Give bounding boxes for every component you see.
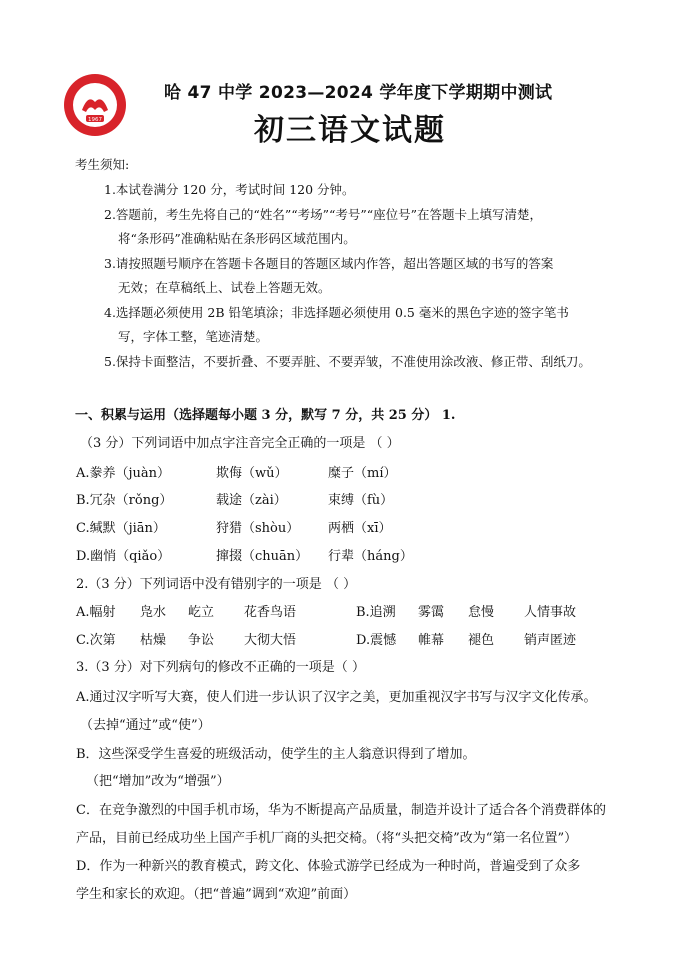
question-2-stem: 2.（3 分）下列词语中没有错别字的一项是 （ ）: [76, 577, 357, 592]
notice-item: 2.答题前，考生先将自己的“姓名”“考场”“考号”“座位号”在答题卡上填写清楚，: [104, 207, 543, 222]
option-word: D.震憾: [356, 633, 397, 648]
question-3-line: C．在竞争激烈的中国手机市场，华为不断提高产品质量，制造并设计了适合各个消费群体的: [76, 803, 606, 818]
notice-item: 4.选择题必须使用 2B 铅笔填涂；非选择题必须使用 0.5 毫米的黑色字迹的签字笔书: [104, 305, 569, 320]
option-word: 糜子（mí）: [328, 466, 397, 481]
option-word: 花香鸟语: [244, 605, 297, 620]
option-word: C.缄默（jiān）: [76, 521, 166, 536]
exam-header-line1: 哈 47 中学 2023—2024 学年度下学期期中测试: [164, 83, 553, 103]
option-word: 人情事故: [524, 605, 577, 620]
option-word: A.豢养（juàn）: [76, 466, 171, 481]
option-word: 两栖（xī）: [328, 521, 392, 536]
option-word: A.幅射: [76, 605, 116, 620]
option-word: 大彻大悟: [244, 633, 297, 648]
option-word: 褪色: [468, 633, 495, 648]
notice-item: 将“条形码”准确粘贴在条形码区域范围内。: [118, 231, 356, 246]
option-word: 行辈（háng）: [328, 549, 413, 564]
option-word: 狩猎（shòu）: [216, 521, 300, 536]
section-heading: 一、积累与运用（选择题每小题 3 分，默写 7 分，共 25 分） 1.: [75, 408, 456, 423]
logo-year: 1967: [88, 117, 102, 123]
notice-item: 5.保持卡面整洁，不要折叠、不要弄脏、不要弄皱，不准使用涂改液、修正带、刮纸刀。: [104, 354, 591, 369]
school-seal-logo: [62, 72, 128, 138]
question-3-stem: 3.（3 分）对下列病句的修改不正确的一项是（ ）: [76, 660, 365, 675]
option-word: 销声匿迹: [524, 633, 577, 648]
option-word: C.次第: [76, 633, 116, 648]
option-word: 凫水: [140, 605, 167, 620]
question-3-line: D．作为一种新兴的教育模式，跨文化、体验式游学已经成为一种时尚，普遍受到了众多: [76, 859, 581, 874]
question-3-line: （去掉“通过”或“使”）: [80, 718, 211, 733]
notice-title: 考生须知:: [75, 157, 130, 172]
notice-item: 3.请按照题号顺序在答题卡各题目的答题区域内作答，超出答题区域的书写的答案: [104, 256, 554, 271]
question-3-line: 学生和家长的欢迎。（把“普遍”调到“欢迎”前面）: [76, 887, 357, 902]
option-word: 争讼: [188, 633, 215, 648]
exam-title: 初三语文试题: [254, 113, 446, 148]
option-word: 束缚（fù）: [328, 493, 394, 508]
option-word: 帷幕: [418, 633, 445, 648]
question-3-line: 产品，目前已经成功坐上国产手机厂商的头把交椅。（将“头把交椅”改为“第一名位置”）: [76, 831, 578, 846]
option-word: D.幽悄（qiǎo）: [76, 549, 171, 564]
notice-item: 无效；在草稿纸上、试卷上答题无效。: [118, 280, 331, 295]
option-word: 欺侮（wǔ）: [216, 466, 288, 481]
option-word: 撺掇（chuān）: [216, 549, 309, 564]
notice-item: 1.本试卷满分 120 分，考试时间 120 分钟。: [104, 182, 355, 197]
question-3-line: （把“增加”改为“增强”）: [86, 774, 230, 789]
question-1-stem: （3 分）下列词语中加点字注音完全正确的一项是 （ ）: [80, 436, 400, 451]
question-3-line: B．这些深受学生喜爱的班级活动，使学生的主人翁意识得到了增加。: [76, 747, 476, 762]
option-word: 载途（zài）: [216, 493, 287, 508]
option-word: B.追溯: [356, 605, 396, 620]
notice-item: 写，字体工整，笔迹清楚。: [118, 329, 269, 344]
option-word: 雾霭: [418, 605, 445, 620]
option-word: B.冗杂（rǒng）: [76, 493, 173, 508]
question-3-line: A.通过汉字听写大赛，使人们进一步认识了汉字之美，更加重视汉字书写与汉字文化传承。: [76, 690, 597, 705]
option-word: 屹立: [188, 605, 215, 620]
option-word: 怠慢: [468, 605, 495, 620]
option-word: 枯燥: [140, 633, 167, 648]
